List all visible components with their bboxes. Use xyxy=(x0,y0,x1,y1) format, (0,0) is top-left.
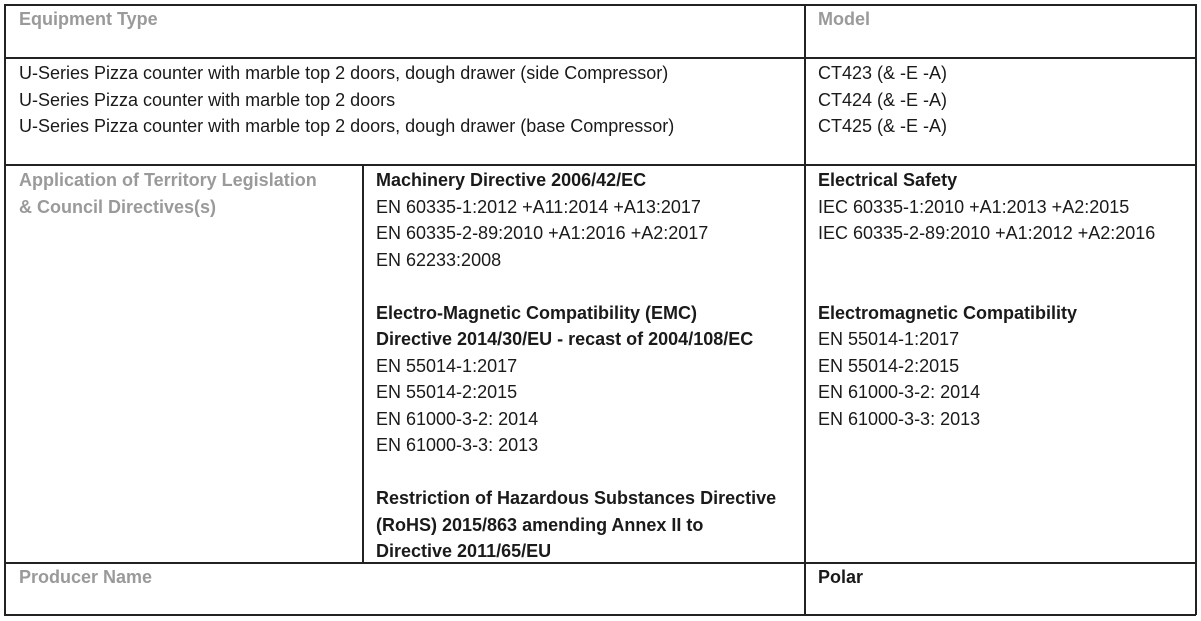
emc-standard: EN 61000-3-3: 2013 xyxy=(818,408,981,429)
machinery-standard: EN 62233:2008 xyxy=(376,249,502,270)
emc-standard: EN 55014-2:2015 xyxy=(818,355,960,376)
machinery-directive-heading: Machinery Directive 2006/42/EC xyxy=(376,170,647,190)
border-row-1 xyxy=(4,57,1196,59)
application-label-line: & Council Directives(s) xyxy=(19,196,217,217)
emc-directive-heading: Electro-Magnetic Compatibility (EMC) xyxy=(376,302,698,323)
eu-directives xyxy=(376,167,776,565)
emc-standard: EN 55014-1:2017 xyxy=(818,329,960,349)
electrical-standard: IEC 60335-2-89:2010 +A1:2012 +A2:2016 xyxy=(818,223,1156,243)
border-bottom xyxy=(4,614,1196,616)
machinery-standard: EN 60335-2-89:2010 +A1:2016 +A2:2017 xyxy=(376,223,709,243)
international-standards xyxy=(818,167,1155,432)
equipment-list xyxy=(19,60,674,140)
border-directive-column xyxy=(362,164,364,563)
electrical-standard: IEC 60335-1:2010 +A1:2013 +A2:2015 xyxy=(818,196,1130,217)
equipment-item: U-Series Pizza counter with marble top 2 doors, dough drawer (base Compressor) xyxy=(19,116,675,136)
emc-standard: EN 55014-2:2015 xyxy=(376,382,518,402)
model-item: CT425 (& -E -A) xyxy=(818,116,948,136)
equipment-item: U-Series Pizza counter with marble top 2 doors, dough drawer (side Compressor) xyxy=(19,63,669,83)
emc-standard: EN 55014-1:2017 xyxy=(376,355,518,376)
application-label xyxy=(19,167,317,220)
electromagnetic-compatibility-heading: Electromagnetic Compatibility xyxy=(818,302,1078,323)
emc-standard: EN 61000-3-2: 2014 xyxy=(818,382,981,402)
application-label-line: Application of Territory Legislation xyxy=(19,170,317,190)
electrical-safety-heading: Electrical Safety xyxy=(818,170,958,190)
model-item: CT423 (& -E -A) xyxy=(818,63,948,83)
border-left xyxy=(4,4,6,615)
model-item: CT424 (& -E -A) xyxy=(818,89,948,110)
rohs-directive-heading: Restriction of Hazardous Substances Directive xyxy=(376,488,777,508)
emc-standard: EN 61000-3-3: 2013 xyxy=(376,435,539,455)
border-top xyxy=(4,4,1196,6)
producer-name-value: Polar xyxy=(818,567,864,587)
emc-directive-heading: Directive 2014/30/EU - recast of 2004/108/EC xyxy=(376,329,754,349)
equipment-item: U-Series Pizza counter with marble top 2 doors xyxy=(19,89,396,110)
model-list xyxy=(818,60,947,140)
rohs-directive-heading: (RoHS) 2015/863 amending Annex II to xyxy=(376,514,704,535)
equipment-type-label: Equipment Type xyxy=(19,9,158,29)
border-model-column xyxy=(804,4,806,615)
machinery-standard: EN 60335-1:2012 +A11:2014 +A13:2017 xyxy=(376,196,701,217)
model-label: Model xyxy=(818,9,870,29)
border-right xyxy=(1195,4,1197,615)
border-row-2 xyxy=(4,164,1196,166)
producer-name-label: Producer Name xyxy=(19,567,153,587)
rohs-directive-heading: Directive 2011/65/EU xyxy=(376,541,552,561)
emc-standard: EN 61000-3-2: 2014 xyxy=(376,408,539,429)
